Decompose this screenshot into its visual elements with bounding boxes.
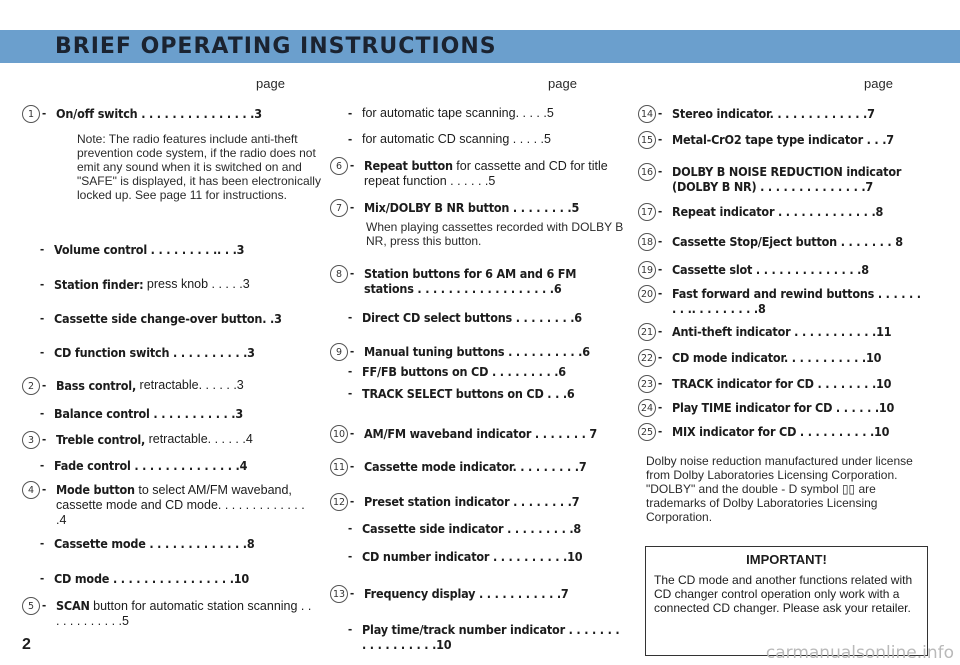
circled-number-icon: 8 — [330, 265, 348, 283]
page-column-label: page — [256, 76, 285, 91]
entry-23: 23 - TRACK indicator for CD . . . . . . . .10 — [638, 376, 933, 393]
entry-21: 21 - Anti-theft indicator . . . . . . . . . . .11 — [638, 324, 933, 341]
circled-number-icon: 12 — [330, 493, 348, 511]
circled-number-icon: 7 — [330, 199, 348, 217]
circled-number-icon: 24 — [638, 399, 656, 417]
circled-number-icon: 17 — [638, 203, 656, 221]
circled-number-icon: 9 — [330, 343, 348, 361]
circled-number-icon: 10 — [330, 425, 348, 443]
important-text: The CD mode and another functions related with CD changer control operation only work with a connected CD changer. Please ask your retailer. — [654, 573, 913, 615]
entry-cd-function: - CD function switch . . . . . . . . . .3 — [40, 345, 255, 360]
page-column-label: page — [864, 76, 893, 91]
circled-number-icon: 3 — [22, 431, 40, 449]
page-column-label: page — [548, 76, 577, 91]
entry-cassette-side-ind: - Cassette side indicator . . . . . . . . .8 — [348, 521, 582, 536]
circled-number-icon: 21 — [638, 323, 656, 341]
watermark: carmanualsonline.info — [765, 643, 954, 663]
entry-8: 8 - Station buttons for 6 AM and 6 FM stations . . . . . . . . . . . . . . . . . .6 — [330, 266, 620, 296]
entry-17: 17 - Repeat indicator . . . . . . . . . . . . .8 — [638, 204, 933, 221]
circled-number-icon: 22 — [638, 349, 656, 367]
entry-tape-scan: - for automatic tape scanning. . . . .5 — [348, 106, 554, 120]
circled-number-icon: 19 — [638, 261, 656, 279]
circled-number-icon: 16 — [638, 163, 656, 181]
circled-number-icon: 18 — [638, 233, 656, 251]
entry-play-time: - Play time/track number indicator . . . . . . . . . . . . . . . . .10 — [348, 622, 620, 652]
entry-track-select: - TRACK SELECT buttons on CD . . .6 — [348, 386, 575, 401]
entry-11: 11 - Cassette mode indicator. . . . . . . . .7 — [330, 459, 630, 476]
entry-22: 22 - CD mode indicator. . . . . . . . . . .10 — [638, 350, 933, 367]
entry-5: 5 - SCAN button for automatic station scanning . . . . . . . . . . . .5 — [22, 598, 312, 629]
entry-balance: - Balance control . . . . . . . . . . .3 — [40, 406, 243, 421]
circled-number-icon: 1 — [22, 105, 40, 123]
circled-number-icon: 23 — [638, 375, 656, 393]
entry-13: 13 - Frequency display . . . . . . . . . . .7 — [330, 586, 630, 603]
dolby-license-note: Dolby noise reduction manufactured under license from Dolby Laboratories Licensing Corporation. "DOLBY" and the double - D symbol ▯▯ are trademarks of Dolby Laboratories Licensing Corporation. — [646, 454, 913, 524]
important-title: IMPORTANT! — [746, 552, 827, 567]
entry-16: 16 - DOLBY B NOISE REDUCTION indicator (DOLBY B NR) . . . . . . . . . . . . . .7 — [638, 164, 928, 194]
circled-number-icon: 4 — [22, 481, 40, 499]
entry-ff-fb: - FF/FB buttons on CD . . . . . . . . .6 — [348, 364, 566, 379]
circled-number-icon: 11 — [330, 458, 348, 476]
entry-cd-mode: - CD mode . . . . . . . . . . . . . . . .10 — [40, 571, 250, 586]
entry-24: 24 - Play TIME indicator for CD . . . . . .10 — [638, 400, 933, 417]
entry-fade: - Fade control . . . . . . . . . . . . . .4 — [40, 458, 248, 473]
entry-cassette-mode: - Cassette mode . . . . . . . . . . . . .8 — [40, 536, 255, 551]
entry-volume: - Volume control . . . . . . . . .. . .3 — [40, 242, 245, 257]
entry-cd-scan: - for automatic CD scanning . . . . .5 — [348, 132, 551, 146]
entry-6: 6 - Repeat button for cassette and CD for title repeat function . . . . . .5 — [330, 158, 620, 189]
title-banner — [0, 30, 960, 63]
circled-number-icon: 2 — [22, 377, 40, 395]
entry-18: 18 - Cassette Stop/Eject button . . . . . . . 8 — [638, 234, 933, 251]
page-number: 2 — [22, 636, 31, 653]
entry-15: 15 - Metal-CrO2 tape type indicator . . .7 — [638, 132, 933, 149]
circled-number-icon: 13 — [330, 585, 348, 603]
circled-number-icon: 14 — [638, 105, 656, 123]
entry-12: 12 - Preset station indicator . . . . . . . .7 — [330, 494, 630, 511]
circled-number-icon: 20 — [638, 285, 656, 303]
entry-1: 1 - On/off switch . . . . . . . . . . . . . . .3 — [22, 106, 322, 123]
entry-station-finder: - Station finder: press knob . . . . .3 — [40, 277, 250, 292]
entry-19: 19 - Cassette slot . . . . . . . . . . . . . .8 — [638, 262, 933, 279]
entry-direct-cd: - Direct CD select buttons . . . . . . . .6 — [348, 310, 582, 325]
entry-20: 20 - Fast forward and rewind buttons . . . . . . . . .. . . . . . . . .8 — [638, 286, 928, 316]
entry-7: 7 - Mix/DOLBY B NR button . . . . . . . .5 — [330, 200, 630, 217]
entry-9: 9 - Manual tuning buttons . . . . . . . . . .6 — [330, 344, 630, 361]
entry-14: 14 - Stereo indicator. . . . . . . . . . . . .7 — [638, 106, 933, 123]
entry-cassette-side: - Cassette side change-over button. .3 — [40, 311, 282, 326]
circled-number-icon: 25 — [638, 423, 656, 441]
note-text: Note: The radio features include anti-theft prevention code system, if the radio does not emit any sound when it is switched on and "SAFE" is displayed, it has been electronically locked up. See page 11 for instructions. — [77, 132, 321, 202]
entry-25: 25 - MIX indicator for CD . . . . . . . . . .10 — [638, 424, 933, 441]
circled-number-icon: 5 — [22, 597, 40, 615]
note-text: When playing cassettes recorded with DOLBY B NR, press this button. — [366, 220, 624, 248]
entry-4: 4 - Mode button to select AM/FM waveband, cassette mode and CD mode. . . . . . . . . . . . . .4 — [22, 482, 312, 528]
entry-2: 2 - Bass control, retractable. . . . . .3 — [22, 378, 322, 395]
entry-3: 3 - Treble control, retractable. . . . . .4 — [22, 432, 322, 449]
page-title: BRIEF OPERATING INSTRUCTIONS — [55, 34, 497, 59]
important-box — [645, 546, 928, 656]
entry-10: 10 - AM/FM waveband indicator . . . . . . . 7 — [330, 426, 630, 443]
entry-text: On/off switch . . . . . . . . . . . . . . .3 — [56, 106, 262, 121]
entry-cd-number: - CD number indicator . . . . . . . . . .10 — [348, 549, 583, 564]
circled-number-icon: 15 — [638, 131, 656, 149]
circled-number-icon: 6 — [330, 157, 348, 175]
